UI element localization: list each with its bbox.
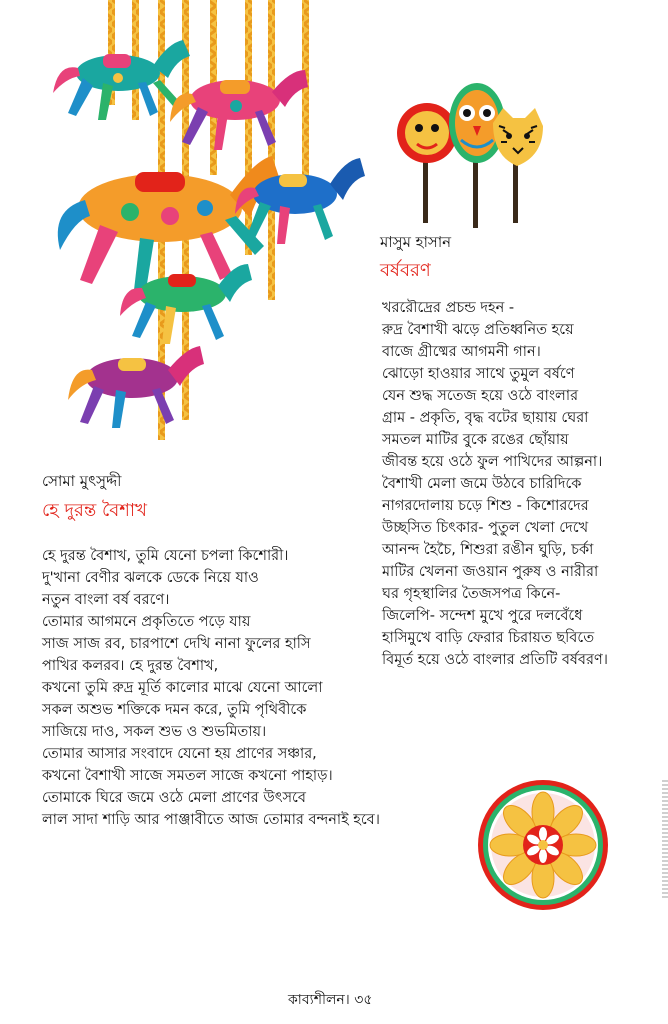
- poem-line: লাল সাদা শাড়ি আর পাঞ্জাবীতে আজ তোমার বন্দনাই হবে।: [42, 812, 380, 828]
- poem-line: বিমূর্ত হয়ে ওঠে বাংলার প্রতিটি বর্ষবরণ।: [382, 652, 608, 668]
- poem-line: নাগরদোলায় চড়ে শিশু - কিশোরদের: [382, 498, 589, 514]
- poem-line: সকল অশুভ শক্তিকে দমন করে, তুমি পৃথিবীকে: [42, 702, 307, 718]
- poem-line: খররৌদ্রের প্রচন্ড দহন -: [382, 300, 515, 316]
- poem-line: পাখির কলরব। হে দুরন্ত বৈশাখ,: [42, 658, 219, 674]
- right-poem-title: বর্ষবরণ: [380, 260, 431, 281]
- poem-line: মাটির খেলনা জওয়ান পুরুষ ও নারীরা: [382, 564, 599, 580]
- poem-line: তোমাকে ঘিরে জমে ওঠে মেলা প্রাণের উৎসবে: [42, 790, 306, 806]
- poem-line: জীবন্ত হয়ে ওঠে ফুল পাখিদের আল্পনা।: [382, 454, 603, 470]
- poem-line: গ্রাম - প্রকৃতি, বৃদ্ধ বটের ছায়ায় ঘেরা: [382, 410, 589, 426]
- alpana-mandala-illustration: [476, 778, 610, 912]
- poem-line: আনন্দ হৈচৈ, শিশুরা রঙীন ঘুড়ি, চর্কা: [382, 542, 594, 558]
- poem-line: যেন শুদ্ধ সতেজ হয়ে ওঠে বাংলার: [382, 388, 579, 404]
- left-poem-title: হে দুরন্ত বৈশাখ: [42, 500, 147, 521]
- carousel-horses-illustration: [40, 0, 370, 440]
- left-poem-body: [42, 545, 442, 831]
- page-footer: কাব্যশীলন। ৩৫: [288, 992, 373, 1008]
- poem-line: উচ্ছসিত চিৎকার- পুতুল খেলা দেখে: [382, 520, 589, 536]
- poem-line: কখনো বৈশাখী সাজে সমতল সাজে কখনো পাহাড়।: [42, 768, 333, 784]
- poem-line: ঘর গৃহস্থালির তৈজসপত্র কিনে-: [382, 586, 561, 602]
- poem-line: দু'খানা বেণীর ঝলকে ডেকে নিয়ে যাও: [42, 570, 259, 586]
- poem-line: ঝোড়ো হাওয়ার সাথে তুমুল বর্ষণে: [382, 366, 575, 382]
- page-edge-strip: [662, 780, 668, 900]
- right-poem-author: মাসুম হাসান: [380, 233, 452, 251]
- poem-line: তোমার আসার সংবাদে যেনো হয় প্রাণের সঞ্চার,: [42, 746, 317, 762]
- poem-line: সাজ সাজ রব, চারপাশে দেখি নানা ফুলের হাসি: [42, 636, 311, 652]
- poem-line: রুদ্র বৈশাখী ঝড়ে প্রতিধ্বনিত হয়ে: [382, 322, 574, 338]
- poem-line: হে দুরন্ত বৈশাখ, তুমি যেনো চপলা কিশোরী।: [42, 548, 289, 564]
- poem-line: তোমার আগমনে প্রকৃতিতে পড়ে যায়: [42, 614, 251, 630]
- poem-line: বৈশাখী মেলা জমে উঠবে চারিদিকে: [382, 476, 582, 492]
- poem-line: জিলেপি- সন্দেশ মুখে পুরে দলবেঁধে: [382, 608, 583, 624]
- poem-line: হাসিমুখে বাড়ি ফেরার চিরায়ত ছবিতে: [382, 630, 595, 646]
- poem-line: বাজে গ্রীষ্মের আগমনী গান।: [382, 344, 541, 360]
- poem-line: সাজিয়ে দাও, সকল শুভ ও শুভমিতায়।: [42, 724, 267, 740]
- festival-masks-illustration: [395, 78, 565, 228]
- poem-line: সমতল মাটির বুকে রঙের ছোঁয়ায়: [382, 432, 569, 448]
- poem-line: নতুন বাংলা বর্ষ বরণে।: [42, 592, 170, 608]
- poem-line: কখনো তুমি রুদ্র মূর্তি কালোর মাঝে যেনো আলো: [42, 680, 323, 696]
- left-poem-author: সোমা মুৎসুদ্দী: [42, 472, 122, 490]
